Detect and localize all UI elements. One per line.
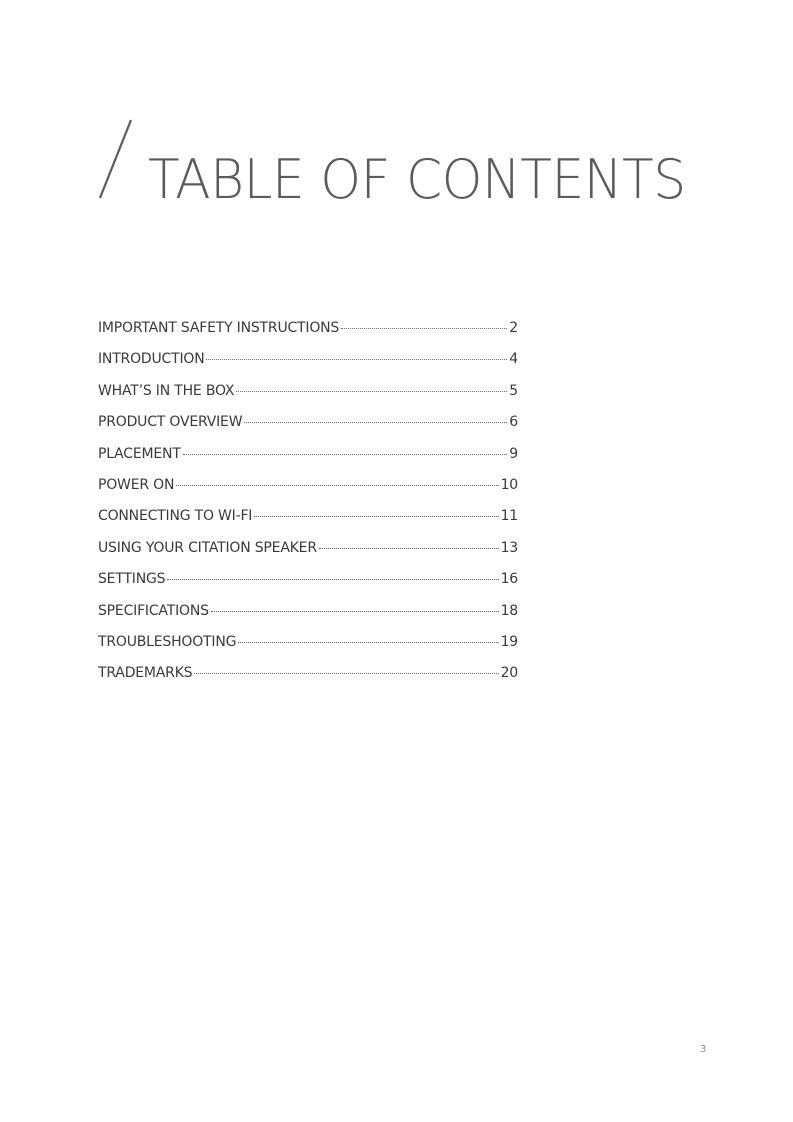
toc-entry-page: 19 [500, 633, 518, 650]
toc-entry-page: 20 [500, 665, 518, 682]
toc-entry-title: CONNECTING TO WI-FI [98, 508, 253, 525]
toc-entry-page: 18 [500, 602, 518, 619]
dot-leader [176, 485, 498, 486]
dot-leader [244, 422, 507, 423]
toc-entry-title: SETTINGS [98, 571, 166, 588]
dot-leader [238, 642, 498, 643]
dot-leader [341, 328, 507, 329]
page-number: 3 [700, 1044, 707, 1055]
toc-entry[interactable] [98, 540, 518, 571]
toc-entry[interactable] [98, 351, 518, 382]
toc-entry-title: TROUBLESHOOTING [98, 633, 237, 650]
toc-entry-title: WHAT’S IN THE BOX [98, 382, 235, 399]
toc-entry[interactable] [98, 634, 518, 665]
toc-entry-page: 5 [509, 382, 518, 399]
toc-entry[interactable] [98, 603, 518, 634]
toc-entry[interactable] [98, 508, 518, 539]
toc-entry[interactable] [98, 414, 518, 445]
toc-entry-title: INTRODUCTION [98, 351, 205, 368]
toc-entry-title: USING YOUR CITATION SPEAKER [98, 539, 317, 556]
dot-leader [236, 391, 507, 392]
table-of-contents [98, 320, 518, 697]
dot-leader [319, 548, 499, 549]
dot-leader [254, 516, 498, 517]
toc-entry-page: 6 [509, 414, 518, 431]
toc-entry[interactable] [98, 446, 518, 477]
slash-mark [96, 112, 136, 202]
toc-entry-page: 2 [509, 320, 518, 336]
toc-entry-page: 10 [500, 476, 518, 493]
toc-entry-page: 13 [500, 539, 518, 556]
toc-entry[interactable] [98, 571, 518, 602]
toc-entry-title: TRADEMARKS [98, 665, 193, 682]
dot-leader [206, 359, 507, 360]
toc-entry[interactable] [98, 665, 518, 696]
page-title: TABLE OF CONTENTS [148, 148, 686, 211]
dot-leader [211, 611, 499, 612]
toc-entry[interactable] [98, 383, 518, 414]
dot-leader [194, 673, 498, 674]
toc-entry[interactable] [98, 320, 518, 351]
title-block [96, 112, 736, 212]
toc-entry[interactable] [98, 477, 518, 508]
toc-entry-title: IMPORTANT SAFETY INSTRUCTIONS [98, 320, 340, 336]
toc-entry-page: 4 [509, 351, 518, 368]
toc-entry-page: 9 [509, 445, 518, 462]
toc-entry-title: SPECIFICATIONS [98, 602, 209, 619]
toc-entry-title: PRODUCT OVERVIEW [98, 414, 243, 431]
toc-entry-title: PLACEMENT [98, 445, 181, 462]
dot-leader [167, 579, 498, 580]
toc-entry-page: 11 [500, 508, 518, 525]
dot-leader [183, 454, 508, 455]
toc-entry-title: POWER ON [98, 476, 175, 493]
toc-entry-page: 16 [500, 571, 518, 588]
